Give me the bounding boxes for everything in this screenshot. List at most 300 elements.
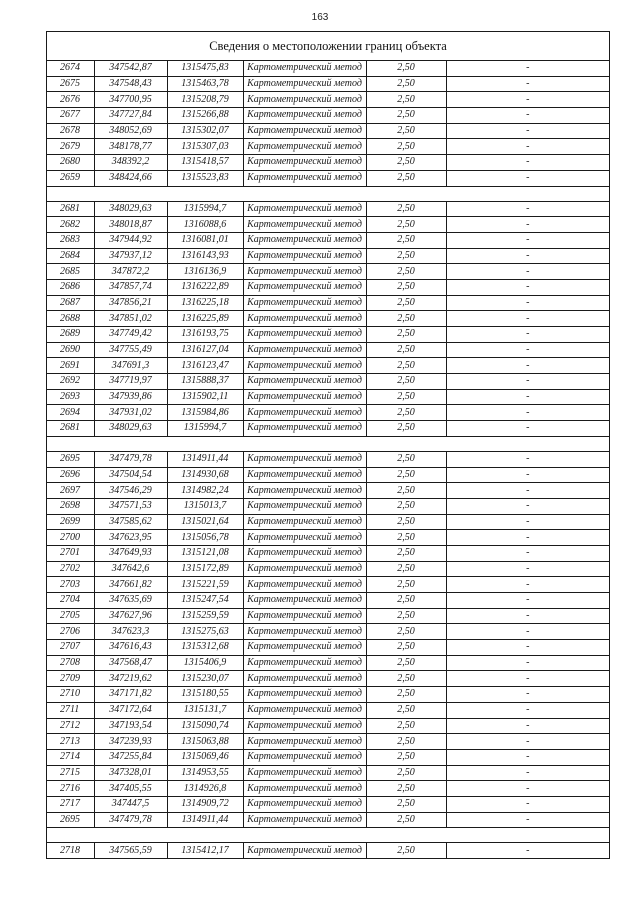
point-number-cell: 2692 xyxy=(47,374,94,390)
point-number-cell: 2681 xyxy=(47,201,94,217)
description-cell: - xyxy=(446,734,609,750)
coord-y-cell: 1314926,8 xyxy=(167,781,243,797)
table-row xyxy=(47,327,609,343)
point-number-cell: 2686 xyxy=(47,279,94,295)
point-number-cell: 2703 xyxy=(47,577,94,593)
method-cell: Картометрический метод xyxy=(243,217,366,233)
coord-y-cell: 1314909,72 xyxy=(167,796,243,812)
description-cell: - xyxy=(446,358,609,374)
coord-y-cell: 1315888,37 xyxy=(167,374,243,390)
coord-x-cell: 347546,29 xyxy=(94,483,167,499)
point-number-cell: 2695 xyxy=(47,812,94,828)
coord-y-cell: 1315230,07 xyxy=(167,671,243,687)
method-cell: Картометрический метод xyxy=(243,279,366,295)
coord-y-cell: 1316225,89 xyxy=(167,311,243,327)
coord-x-cell: 347616,43 xyxy=(94,640,167,656)
coord-x-cell: 347255,84 xyxy=(94,749,167,765)
method-cell: Картометрический метод xyxy=(243,749,366,765)
method-cell: Картометрический метод xyxy=(243,514,366,530)
coord-y-cell: 1315259,59 xyxy=(167,608,243,624)
method-cell: Картометрический метод xyxy=(243,467,366,483)
description-cell: - xyxy=(446,76,609,92)
point-number-cell: 2710 xyxy=(47,687,94,703)
precision-cell: 2,50 xyxy=(366,76,446,92)
method-cell: Картометрический метод xyxy=(243,812,366,828)
table-row xyxy=(47,248,609,264)
coord-y-cell: 1315418,57 xyxy=(167,155,243,171)
precision-cell: 2,50 xyxy=(366,781,446,797)
coord-x-cell: 347171,82 xyxy=(94,687,167,703)
description-cell: - xyxy=(446,749,609,765)
coord-x-cell: 347504,54 xyxy=(94,467,167,483)
point-number-cell: 2708 xyxy=(47,655,94,671)
point-number-cell: 2683 xyxy=(47,232,94,248)
coord-x-cell: 347585,62 xyxy=(94,514,167,530)
table-row xyxy=(47,295,609,311)
description-cell: - xyxy=(446,123,609,139)
precision-cell: 2,50 xyxy=(366,108,446,124)
coord-x-cell: 347568,47 xyxy=(94,655,167,671)
description-cell: - xyxy=(446,327,609,343)
method-cell: Картометрический метод xyxy=(243,781,366,797)
description-cell: - xyxy=(446,624,609,640)
precision-cell: 2,50 xyxy=(366,421,446,437)
table-row xyxy=(47,467,609,483)
description-cell: - xyxy=(446,796,609,812)
point-number-cell: 2677 xyxy=(47,108,94,124)
coord-y-cell: 1315172,89 xyxy=(167,561,243,577)
coord-y-cell: 1315063,88 xyxy=(167,734,243,750)
table-row xyxy=(47,405,609,421)
coord-y-cell: 1315266,88 xyxy=(167,108,243,124)
section-separator xyxy=(47,436,609,451)
table-row xyxy=(47,577,609,593)
precision-cell: 2,50 xyxy=(366,514,446,530)
point-number-cell: 2700 xyxy=(47,530,94,546)
description-cell: - xyxy=(446,342,609,358)
table-row xyxy=(47,421,609,437)
table-row xyxy=(47,201,609,217)
precision-cell: 2,50 xyxy=(366,405,446,421)
precision-cell: 2,50 xyxy=(366,718,446,734)
coord-x-cell: 347937,12 xyxy=(94,248,167,264)
table-row xyxy=(47,217,609,233)
table-row xyxy=(47,483,609,499)
precision-cell: 2,50 xyxy=(366,311,446,327)
separator-cell xyxy=(47,186,609,201)
method-cell: Картометрический метод xyxy=(243,483,366,499)
point-number-cell: 2704 xyxy=(47,593,94,609)
method-cell: Картометрический метод xyxy=(243,530,366,546)
point-number-cell: 2715 xyxy=(47,765,94,781)
point-number-cell: 2659 xyxy=(47,170,94,186)
table-row xyxy=(47,389,609,405)
point-number-cell: 2698 xyxy=(47,498,94,514)
separator-cell xyxy=(47,828,609,843)
coord-y-cell: 1314953,55 xyxy=(167,765,243,781)
coord-y-cell: 1315307,03 xyxy=(167,139,243,155)
method-cell: Картометрический метод xyxy=(243,123,366,139)
point-number-cell: 2697 xyxy=(47,483,94,499)
description-cell: - xyxy=(446,687,609,703)
precision-cell: 2,50 xyxy=(366,671,446,687)
table-row xyxy=(47,139,609,155)
point-number-cell: 2718 xyxy=(47,843,94,859)
method-cell: Картометрический метод xyxy=(243,61,366,76)
description-cell: - xyxy=(446,545,609,561)
description-cell: - xyxy=(446,248,609,264)
table-row xyxy=(47,374,609,390)
point-number-cell: 2685 xyxy=(47,264,94,280)
coord-x-cell: 347851,02 xyxy=(94,311,167,327)
table-row xyxy=(47,498,609,514)
method-cell: Картометрический метод xyxy=(243,765,366,781)
description-cell: - xyxy=(446,451,609,467)
precision-cell: 2,50 xyxy=(366,248,446,264)
method-cell: Картометрический метод xyxy=(243,295,366,311)
precision-cell: 2,50 xyxy=(366,342,446,358)
point-number-cell: 2696 xyxy=(47,467,94,483)
method-cell: Картометрический метод xyxy=(243,608,366,624)
method-cell: Картометрический метод xyxy=(243,170,366,186)
coord-x-cell: 347931,02 xyxy=(94,405,167,421)
coord-y-cell: 1316222,89 xyxy=(167,279,243,295)
precision-cell: 2,50 xyxy=(366,624,446,640)
table-row xyxy=(47,279,609,295)
description-cell: - xyxy=(446,561,609,577)
table-row xyxy=(47,671,609,687)
precision-cell: 2,50 xyxy=(366,374,446,390)
precision-cell: 2,50 xyxy=(366,61,446,76)
precision-cell: 2,50 xyxy=(366,358,446,374)
method-cell: Картометрический метод xyxy=(243,374,366,390)
table-row xyxy=(47,812,609,828)
precision-cell: 2,50 xyxy=(366,498,446,514)
point-number-cell: 2690 xyxy=(47,342,94,358)
description-cell: - xyxy=(446,608,609,624)
table-row xyxy=(47,843,609,859)
description-cell: - xyxy=(446,671,609,687)
precision-cell: 2,50 xyxy=(366,843,446,859)
point-number-cell: 2688 xyxy=(47,311,94,327)
table-row xyxy=(47,781,609,797)
method-cell: Картометрический метод xyxy=(243,389,366,405)
coord-x-cell: 347479,78 xyxy=(94,812,167,828)
method-cell: Картометрический метод xyxy=(243,264,366,280)
coord-y-cell: 1315131,7 xyxy=(167,702,243,718)
coord-y-cell: 1315121,08 xyxy=(167,545,243,561)
point-number-cell: 2713 xyxy=(47,734,94,750)
method-cell: Картометрический метод xyxy=(243,451,366,467)
method-cell: Картометрический метод xyxy=(243,843,366,859)
method-cell: Картометрический метод xyxy=(243,405,366,421)
description-cell: - xyxy=(446,467,609,483)
precision-cell: 2,50 xyxy=(366,765,446,781)
precision-cell: 2,50 xyxy=(366,545,446,561)
method-cell: Картометрический метод xyxy=(243,108,366,124)
point-number-cell: 2684 xyxy=(47,248,94,264)
table-row xyxy=(47,61,609,76)
method-cell: Картометрический метод xyxy=(243,796,366,812)
description-cell: - xyxy=(446,765,609,781)
point-number-cell: 2717 xyxy=(47,796,94,812)
method-cell: Картометрический метод xyxy=(243,92,366,108)
description-cell: - xyxy=(446,405,609,421)
table-row xyxy=(47,749,609,765)
coord-y-cell: 1316225,18 xyxy=(167,295,243,311)
precision-cell: 2,50 xyxy=(366,561,446,577)
method-cell: Картометрический метод xyxy=(243,655,366,671)
method-cell: Картометрический метод xyxy=(243,311,366,327)
table-title: Сведения о местоположении границ объекта xyxy=(47,32,609,61)
point-number-cell: 2702 xyxy=(47,561,94,577)
precision-cell: 2,50 xyxy=(366,467,446,483)
coord-y-cell: 1314982,24 xyxy=(167,483,243,499)
coord-y-cell: 1314930,68 xyxy=(167,467,243,483)
point-number-cell: 2679 xyxy=(47,139,94,155)
method-cell: Картометрический метод xyxy=(243,248,366,264)
description-cell: - xyxy=(446,61,609,76)
coord-x-cell: 347857,74 xyxy=(94,279,167,295)
precision-cell: 2,50 xyxy=(366,139,446,155)
description-cell: - xyxy=(446,718,609,734)
precision-cell: 2,50 xyxy=(366,451,446,467)
coord-x-cell: 347239,93 xyxy=(94,734,167,750)
precision-cell: 2,50 xyxy=(366,702,446,718)
coord-y-cell: 1315056,78 xyxy=(167,530,243,546)
point-number-cell: 2675 xyxy=(47,76,94,92)
coord-y-cell: 1315302,07 xyxy=(167,123,243,139)
description-cell: - xyxy=(446,421,609,437)
precision-cell: 2,50 xyxy=(366,170,446,186)
coord-y-cell: 1315994,7 xyxy=(167,201,243,217)
point-number-cell: 2682 xyxy=(47,217,94,233)
point-number-cell: 2676 xyxy=(47,92,94,108)
table-row xyxy=(47,593,609,609)
method-cell: Картометрический метод xyxy=(243,327,366,343)
precision-cell: 2,50 xyxy=(366,92,446,108)
precision-cell: 2,50 xyxy=(366,734,446,750)
coordinates-table-body xyxy=(47,61,609,859)
coordinates-table xyxy=(47,61,609,859)
table-row xyxy=(47,76,609,92)
point-number-cell: 2711 xyxy=(47,702,94,718)
coord-x-cell: 347642,6 xyxy=(94,561,167,577)
description-cell: - xyxy=(446,640,609,656)
coord-y-cell: 1316143,93 xyxy=(167,248,243,264)
method-cell: Картометрический метод xyxy=(243,577,366,593)
description-cell: - xyxy=(446,483,609,499)
point-number-cell: 2680 xyxy=(47,155,94,171)
coord-y-cell: 1315312,68 xyxy=(167,640,243,656)
table-row xyxy=(47,702,609,718)
table-row xyxy=(47,655,609,671)
table-row xyxy=(47,624,609,640)
point-number-cell: 2707 xyxy=(47,640,94,656)
coord-x-cell: 347627,96 xyxy=(94,608,167,624)
coord-x-cell: 347649,93 xyxy=(94,545,167,561)
description-cell: - xyxy=(446,217,609,233)
coord-y-cell: 1315013,7 xyxy=(167,498,243,514)
coord-y-cell: 1314911,44 xyxy=(167,812,243,828)
table-row xyxy=(47,451,609,467)
description-cell: - xyxy=(446,812,609,828)
coord-x-cell: 347872,2 xyxy=(94,264,167,280)
description-cell: - xyxy=(446,139,609,155)
coord-x-cell: 347548,43 xyxy=(94,76,167,92)
coord-y-cell: 1315984,86 xyxy=(167,405,243,421)
table-row xyxy=(47,358,609,374)
method-cell: Картометрический метод xyxy=(243,358,366,374)
coord-x-cell: 348052,69 xyxy=(94,123,167,139)
description-cell: - xyxy=(446,264,609,280)
coord-x-cell: 347727,84 xyxy=(94,108,167,124)
coord-y-cell: 1316123,47 xyxy=(167,358,243,374)
table-row xyxy=(47,311,609,327)
description-cell: - xyxy=(446,702,609,718)
description-cell: - xyxy=(446,374,609,390)
coord-y-cell: 1315463,78 xyxy=(167,76,243,92)
page-number: 163 xyxy=(311,12,329,23)
precision-cell: 2,50 xyxy=(366,608,446,624)
coord-x-cell: 347219,62 xyxy=(94,671,167,687)
coord-y-cell: 1315021,64 xyxy=(167,514,243,530)
description-cell: - xyxy=(446,232,609,248)
method-cell: Картометрический метод xyxy=(243,671,366,687)
precision-cell: 2,50 xyxy=(366,530,446,546)
precision-cell: 2,50 xyxy=(366,295,446,311)
table-row xyxy=(47,640,609,656)
coord-x-cell: 347623,3 xyxy=(94,624,167,640)
coord-x-cell: 348029,63 xyxy=(94,201,167,217)
coord-x-cell: 347700,95 xyxy=(94,92,167,108)
table-row xyxy=(47,545,609,561)
method-cell: Картометрический метод xyxy=(243,232,366,248)
precision-cell: 2,50 xyxy=(366,687,446,703)
point-number-cell: 2694 xyxy=(47,405,94,421)
coord-x-cell: 347479,78 xyxy=(94,451,167,467)
table-row xyxy=(47,92,609,108)
coord-x-cell: 348029,63 xyxy=(94,421,167,437)
point-number-cell: 2705 xyxy=(47,608,94,624)
method-cell: Картометрический метод xyxy=(243,734,366,750)
coord-x-cell: 347328,01 xyxy=(94,765,167,781)
table-row xyxy=(47,108,609,124)
coord-y-cell: 1315902,11 xyxy=(167,389,243,405)
table-row xyxy=(47,170,609,186)
table-row xyxy=(47,232,609,248)
point-number-cell: 2678 xyxy=(47,123,94,139)
point-number-cell: 2674 xyxy=(47,61,94,76)
table-row xyxy=(47,264,609,280)
table-row xyxy=(47,734,609,750)
description-cell: - xyxy=(446,311,609,327)
coord-x-cell: 347571,53 xyxy=(94,498,167,514)
table-row xyxy=(47,155,609,171)
section-separator xyxy=(47,828,609,843)
coord-x-cell: 347542,87 xyxy=(94,61,167,76)
coord-y-cell: 1316088,6 xyxy=(167,217,243,233)
section-separator xyxy=(47,186,609,201)
description-cell: - xyxy=(446,655,609,671)
point-number-cell: 2701 xyxy=(47,545,94,561)
description-cell: - xyxy=(446,201,609,217)
table-row xyxy=(47,718,609,734)
coord-x-cell: 347447,5 xyxy=(94,796,167,812)
table-row xyxy=(47,123,609,139)
coord-x-cell: 348018,87 xyxy=(94,217,167,233)
precision-cell: 2,50 xyxy=(366,201,446,217)
coord-x-cell: 347623,95 xyxy=(94,530,167,546)
coord-y-cell: 1316136,9 xyxy=(167,264,243,280)
precision-cell: 2,50 xyxy=(366,327,446,343)
precision-cell: 2,50 xyxy=(366,483,446,499)
point-number-cell: 2706 xyxy=(47,624,94,640)
coord-x-cell: 347565,59 xyxy=(94,843,167,859)
method-cell: Картометрический метод xyxy=(243,421,366,437)
method-cell: Картометрический метод xyxy=(243,718,366,734)
precision-cell: 2,50 xyxy=(366,593,446,609)
coord-y-cell: 1315090,74 xyxy=(167,718,243,734)
description-cell: - xyxy=(446,389,609,405)
boundary-info-table xyxy=(46,31,610,859)
coord-x-cell: 347661,82 xyxy=(94,577,167,593)
precision-cell: 2,50 xyxy=(366,155,446,171)
method-cell: Картометрический метод xyxy=(243,139,366,155)
coord-y-cell: 1316081,01 xyxy=(167,232,243,248)
coord-y-cell: 1315180,55 xyxy=(167,687,243,703)
coord-x-cell: 347749,42 xyxy=(94,327,167,343)
precision-cell: 2,50 xyxy=(366,812,446,828)
method-cell: Картометрический метод xyxy=(243,545,366,561)
table-row xyxy=(47,514,609,530)
method-cell: Картометрический метод xyxy=(243,687,366,703)
coord-y-cell: 1314911,44 xyxy=(167,451,243,467)
point-number-cell: 2687 xyxy=(47,295,94,311)
method-cell: Картометрический метод xyxy=(243,561,366,577)
point-number-cell: 2716 xyxy=(47,781,94,797)
precision-cell: 2,50 xyxy=(366,749,446,765)
point-number-cell: 2699 xyxy=(47,514,94,530)
coord-x-cell: 347193,54 xyxy=(94,718,167,734)
description-cell: - xyxy=(446,92,609,108)
precision-cell: 2,50 xyxy=(366,796,446,812)
method-cell: Картометрический метод xyxy=(243,342,366,358)
point-number-cell: 2714 xyxy=(47,749,94,765)
point-number-cell: 2693 xyxy=(47,389,94,405)
coord-y-cell: 1315247,54 xyxy=(167,593,243,609)
coord-y-cell: 1315069,46 xyxy=(167,749,243,765)
description-cell: - xyxy=(446,781,609,797)
description-cell: - xyxy=(446,155,609,171)
separator-cell xyxy=(47,436,609,451)
table-row xyxy=(47,530,609,546)
precision-cell: 2,50 xyxy=(366,389,446,405)
coord-y-cell: 1315208,79 xyxy=(167,92,243,108)
point-number-cell: 2691 xyxy=(47,358,94,374)
coord-y-cell: 1315221,59 xyxy=(167,577,243,593)
precision-cell: 2,50 xyxy=(366,217,446,233)
coord-x-cell: 347172,64 xyxy=(94,702,167,718)
method-cell: Картометрический метод xyxy=(243,593,366,609)
coord-y-cell: 1315406,9 xyxy=(167,655,243,671)
coord-y-cell: 1315475,83 xyxy=(167,61,243,76)
method-cell: Картометрический метод xyxy=(243,498,366,514)
precision-cell: 2,50 xyxy=(366,577,446,593)
coord-x-cell: 347691,3 xyxy=(94,358,167,374)
method-cell: Картометрический метод xyxy=(243,640,366,656)
coord-x-cell: 347719,97 xyxy=(94,374,167,390)
